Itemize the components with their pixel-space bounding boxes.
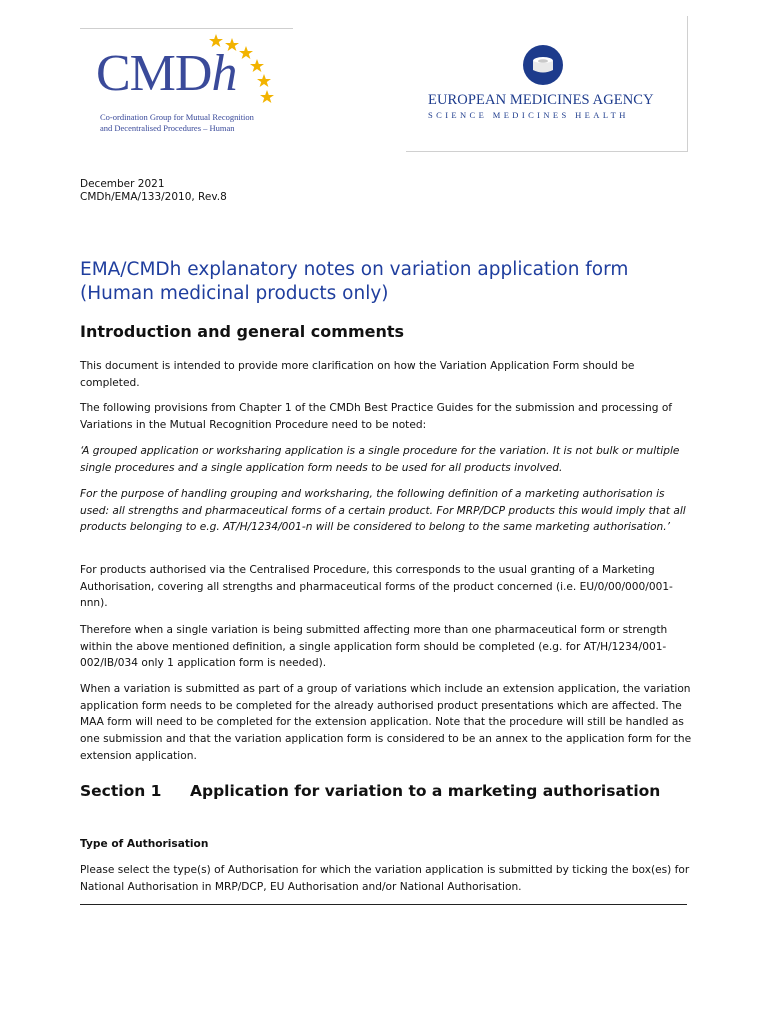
paragraph-2: The following provisions from Chapter 1 of the CMDh Best Practice Guides for the submission and processing of Variations in the Mutual Recognition Procedure need to be noted: [80, 402, 673, 431]
cmdh-subtitle [100, 112, 300, 134]
logo-divider [80, 28, 293, 29]
cmdh-logo [80, 28, 293, 140]
footer-divider [80, 904, 687, 905]
paragraph-1: This document is intended to provide more clarification on how the Variation Application Form should be completed. [80, 360, 635, 389]
quote-paragraph-2: For the purpose of handling grouping and worksharing, the following definition of a marketing authorisation is used: all strengths and pharmaceutical forms of a certain product. For MRP/DCP products this would imply that all products belonging to e.g. AT/H/1234/001-n will be considered to belong to the same marketing authorisation.’ [80, 488, 686, 534]
paragraph-5: For products authorised via the Centralised Procedure, this corresponds to the usual granting of a Marketing Authorisation, covering all strengths and pharmaceutical forms of the product concerned (i.e. EU/0/00/000/001-nnn). [80, 564, 673, 610]
ema-emblem-icon [522, 44, 564, 86]
logo-frame-right [687, 16, 688, 152]
ema-tagline: SCIENCE MEDICINES HEALTH [428, 110, 629, 120]
ema-logo [406, 16, 688, 152]
paragraph-6: Therefore when a single variation is being submitted affecting more than one pharmaceutical form or strength within the above mentioned definition, a single application form should be completed (e.g. for AT/H/1234/001-002/IB/034 only 1 application form is needed). [80, 624, 668, 670]
cmdh-wordmark: CMDh [96, 45, 237, 102]
type-of-authorisation-heading: Type of Authorisation [80, 838, 209, 850]
logo-frame-bottom [406, 151, 688, 152]
section-title: Application for variation to a marketing authorisation [190, 782, 661, 800]
section-1-paragraph: Please select the type(s) of Authorisation for which the variation application is submitted by ticking the box(es) for National Authorisation in MRP/DCP, EU Authorisation and/or National Authorisation. [80, 864, 690, 893]
document-reference: CMDh/EMA/133/2010, Rev.8 [80, 191, 227, 203]
paragraph-7: When a variation is submitted as part of a group of variations which include an extension application, the variation application form needs to be completed for the already authorised product presentations which are affected. The MAA form will need to be completed for the extension application. Note that the procedure will still be handled as one submission and that the variation application form is considered to be an annex to the application form for the extension application. [80, 683, 692, 762]
document-meta [80, 178, 227, 204]
document-date: December 2021 [80, 178, 165, 190]
page-title: EMA/CMDh explanatory notes on variation application form (Human medicinal products only) [80, 259, 629, 304]
ema-name: EUROPEAN MEDICINES AGENCY [428, 92, 654, 108]
section-number: Section 1 [80, 782, 162, 800]
cmdh-subtitle-line-2: and Decentralised Procedures – Human [100, 123, 235, 133]
cmdh-subtitle-line-1: Co-ordination Group for Mutual Recognition [100, 112, 254, 122]
intro-heading: Introduction and general comments [80, 322, 405, 341]
quote-paragraph-1: ‘A grouped application or worksharing application is a single procedure for the variation. It is not bulk or multiple single procedures and a single application form needs to be used for all products involved. [80, 445, 680, 474]
